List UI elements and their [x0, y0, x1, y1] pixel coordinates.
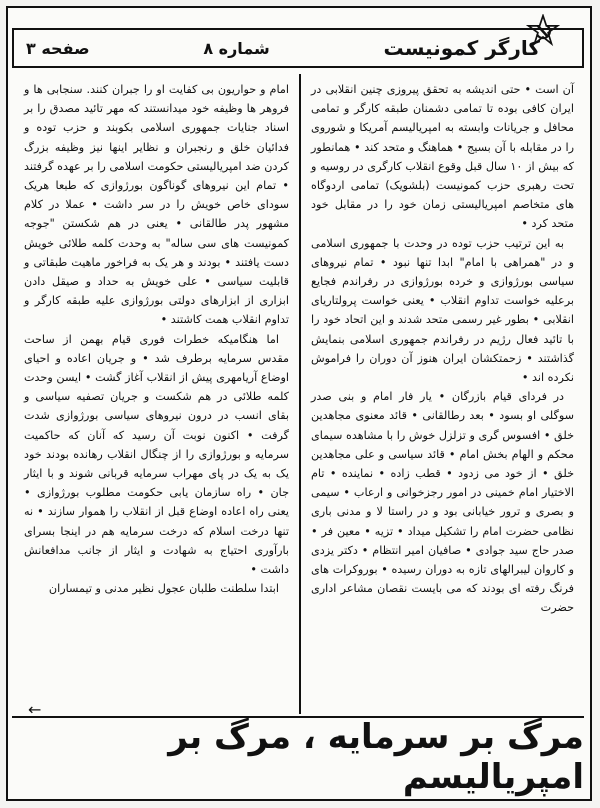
article-column-right [299, 74, 584, 714]
slogan-banner: مرگ بر سرمایه ، مرگ بر امپریالیسم [168, 717, 584, 797]
paragraph: امام و حواریون بی کفایت او را جبران کنند. سنجابی ها و فروهر ها وظیفه خود میدانستند که مهر تائید مصدق را بر اسناد جنایات جمهوری اسلامی بکوبند و حزب توده و فدائیان خلق و رنجبران و نظایر اینها نیز وظیفه بزرگ کردن ضد امپریالیستی حکومت اسلامی را بر عهده گرفتند • تمام این نیروهای گوناگون بورژوازی که طبعا هریک سودای خاص خویش را در سر داشت • عملا در کلام مشهور پدر طالقانی • یعنی در هم شکستن "جوجه کمونیست های سی ساله" به وحدت کلمه طلائی خویش دست یافتند • بودند و هر یک به فراخور ماهیت طبقاتی و قابلیت سیاسی • علی خویش به حداد و صیقل دادن ابزاری از ابزارهای دولتی بورژوازی علیه طبقه کارگر و تداوم انقلاب همت کاشتند • [24, 83, 289, 327]
hammer-sickle-star-icon [526, 14, 560, 48]
page-number: صفحه ۳ [26, 38, 90, 58]
paragraph: اما هنگامیکه خطرات فوری قیام بهمن از ساحت مقدس سرمایه برطرف شد • و جریان اعاده و احیای اوضاع آریامهری پیش از انقلاب آغاز گشت • ایسن وحدت کلمه طلائی در هم شکست و جریان تصفیه سیاسی و بقای انسب در درون نیروهای سیاسی بورژوازی شدت گرفت • اکنون نوبت آن رسید که آنان که حاکمیت سرمایه و بورژوازی را از چنگال انقلاب رهانده بودند خود یک به یک در پای مهراب سرمایه قربانی شوند و با ایثار جان • راه سازمان یابی حکومت مطلوب بورژوازی • یعنی راه اعاده اوضاع قبل از انقلاب را هموار سازند • نه تنها درخت اسلام که درخت سرمایه هم در اینجا بسرای بارآوری احتیاج به شهادت و ایثار از جانب مدافعانش داشت • [24, 332, 289, 577]
paragraph: آن است • حتی اندیشه به تحقق پیروزی چنین انقلابی در ایران کافی بوده تا تمامی دشمنان طبقه کارگر و تمامی محافل و جریانات وابسته به امپریالیسم آمریکا و شوروی را در مقابله با آن بسیج • هماهنگ و متحد کند • همانطور که بیش از ۱۰ سال قبل وقوع انقلاب کارگری در روسیه و تحت رهبری حزب کمونیست (بلشویک) تمامی اردوگاه های متخاصم امپریالیستی زمان خود را در مقابل خود متحد کرد • [311, 83, 574, 231]
paragraph: در فردای قیام بازرگان • یار فار امام و بنی صدر سوگلی او بسود • بعد رطالقانی • قائد معنوی مجاهدین خلق • افسوس گری و تزلزل خوش را با مشاهده سیمای محکم و الهام بخش امام • قائد سیاسی و علی مجاهدین خلق • از خود می زدود • قطب زاده • نماینده • تام الاختیار امام خمینی در امور رجزخوانی و ارعاب • سیمی و بصری و ترور خیابانی بود و در راستا لا و مدنی باری نظامی حضرت امام را تشکیل میداد • تزیه • معین فر • صدر حاج سید جوادی • صافیان امیر انتظام • دکتر یزدی و کاروان لیبرالهای تازه به دوران رسیده • بوروکرات های فرنگ رفته ای بودند که می بایست نقصان مشاعر اداری حضرت [311, 390, 574, 615]
article-columns [12, 74, 584, 714]
paragraph: به این ترتیب حزب توده در وحدت با جمهوری اسلامی و در "همراهی با امام" ابدا تنها نبود • تمام نیروهای سیاسی بورژوازی و خرده بورژوازی در رفراندم فجایع برعلیه خواست تداوم انقلاب • یعنی خواست پرولتاریای انقلابی • بطور غیر رسمی متحد شدند و این اتحاد خود را با تائید فعال رژیم در رفراندم جمهوری اسلامی بنمایش گذاشتند • زحمتکشان ایران هنوز آن دوران را فراموش نکرده اند • [311, 236, 574, 385]
continued-arrow-icon: ← [28, 700, 42, 719]
paragraph: ابتدا سلطنت طلبان عجول نظیر مدنی و تیمساران [48, 582, 279, 596]
article-column-left [14, 74, 299, 714]
masthead-title: کارگر کمونیست [383, 36, 540, 60]
issue-number: شماره ۸ [203, 38, 270, 58]
page-header [12, 28, 584, 68]
